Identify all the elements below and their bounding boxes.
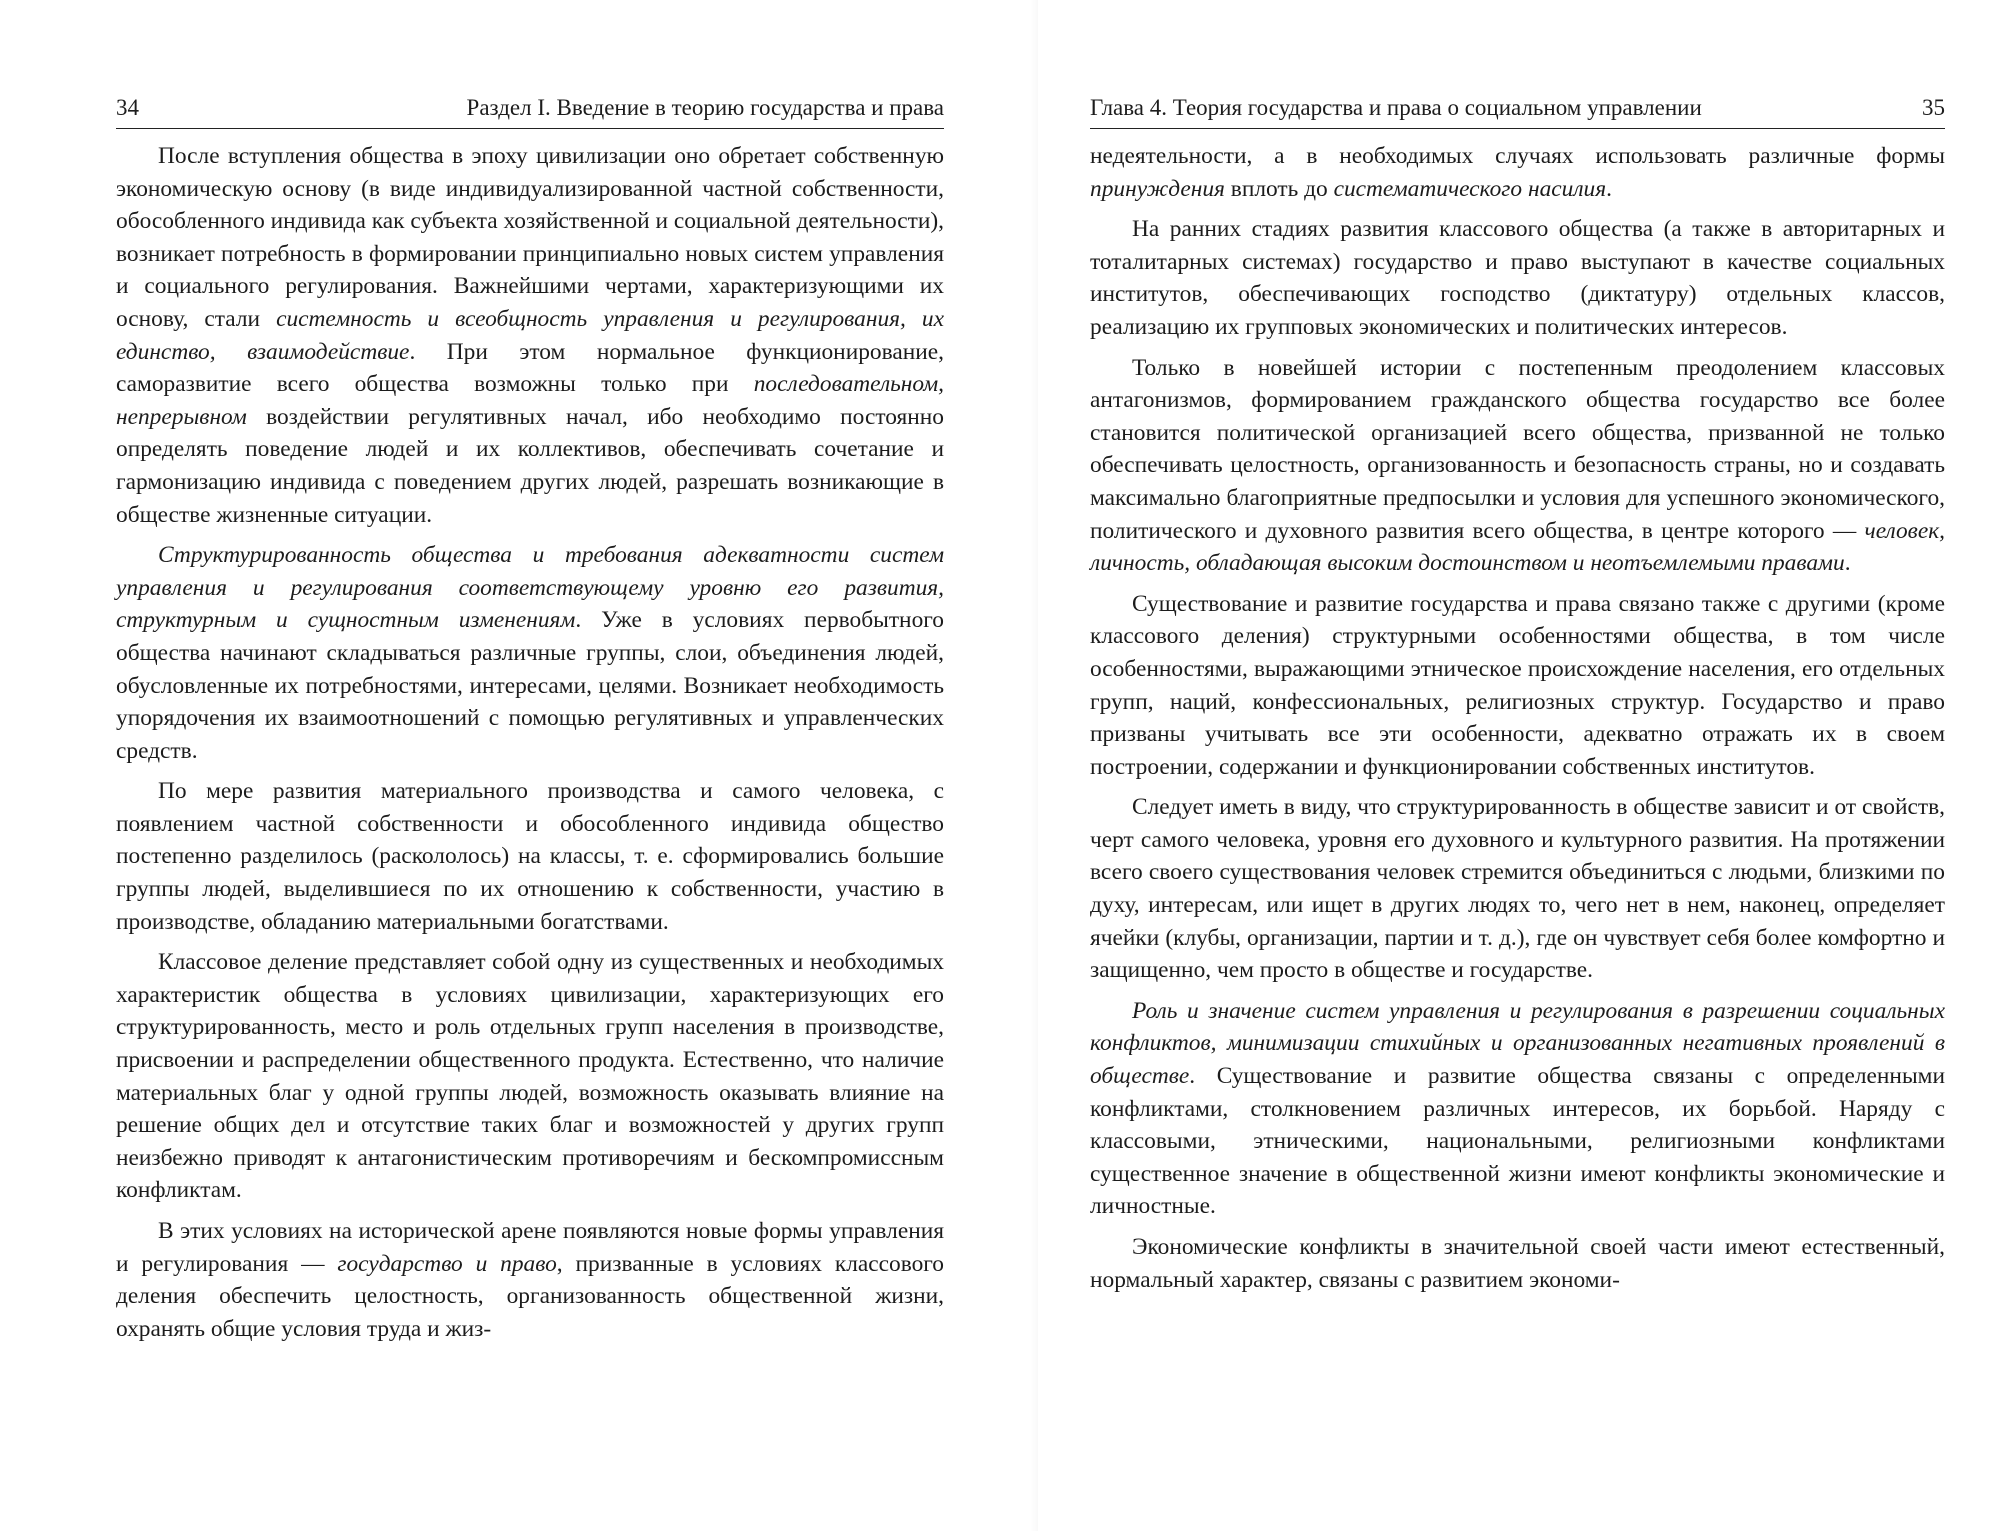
text-run: После вступления общества в эпоху цивилизации оно обретает собственную экономическую основу (в виде индивидуализированной частной собственности, обособленного индивида как субъекта хозяйственной и социальной деятельности), возникает потребность в формировании принципиально новых систем управления и социального регулирования. Важнейшими чертами, характеризующими их основу, стали xyxy=(116,143,944,332)
left-running-title: Раздел I. Введение в теорию государства и права xyxy=(466,95,944,120)
paragraph xyxy=(1090,588,1945,784)
text-run: Следует иметь в виду, что структурированность в обществе зависит и от свойств, черт самого человека, уровня его духовного и культурного развития. На протяжении всего своего существования человек стремится объединиться с людьми, близкими по духу, интересам, или ищет в других людях то, чего нет в нем, наконец, определяет ячейки (клубы, организации, партии и т. д.), где он чувствует себя более комфортно и защищенно, чем просто в обществе и государстве. xyxy=(1090,794,1945,984)
paragraph xyxy=(1090,140,1945,205)
text-run: вплоть до xyxy=(1224,175,1334,202)
text-run: , призванные в условиях классового деления обеспечить целостность, организованность общественной жизни, охранять общие условия труда и жиз- xyxy=(116,1250,944,1342)
text-run: Классовое деление представляет собой одну из существенных и необходимых характеристик общества в условиях цивилизации, характеризующих его структурированность, место и роль отдельных групп населения в производстве, присвоении и распределении общественного продукта. Естественно, что наличие материальных благ у одной группы людей, возможность оказывать влияние на решение общих дел и отсутствие таких благ и возможностей у других групп неизбежно приводят к антагонистическим противоречиям и бескомпромиссным конфликтам. xyxy=(116,949,944,1204)
paragraph xyxy=(116,539,944,767)
right-text-block xyxy=(1090,140,1945,1304)
paragraph xyxy=(116,946,944,1207)
right-page-number: 35 xyxy=(1922,95,1945,120)
italic-text-run: человек, личность, обладающая высоким достоинством и неотъемлемыми правами xyxy=(1090,517,1945,577)
text-run: . Существование и развитие общества связаны с определенными конфликтами, столкновением различных интересов, их борьбой. Наряду с классовыми, этническими, национальными, религиозными конфликтами существенное значение в общественной жизни имеют конфликты экономические и личностные. xyxy=(1090,1063,1945,1220)
italic-text-run: системность и всеобщность управления и регулирования, их единство, взаимодействие xyxy=(116,305,945,365)
left-page-number: 34 xyxy=(116,95,139,120)
italic-text-run: систематического насилия xyxy=(1333,175,1607,202)
left-text-block xyxy=(116,140,944,1353)
paragraph xyxy=(1090,791,1945,987)
right-header-rule xyxy=(1090,128,1945,129)
italic-text-run: последовательном, непрерывном xyxy=(116,371,944,430)
italic-text-run: принуждения xyxy=(1090,175,1225,202)
text-run: . xyxy=(1606,175,1612,202)
text-run: . При этом нормальное функционирование, саморазвитие всего общества возможны только при xyxy=(116,338,944,398)
italic-text-run: государство и право xyxy=(337,1250,557,1277)
text-run: Существование и развитие государства и права связано также с другими (кроме классового деления) структурными особенностями общества, в том числе особенностями, выражающими этническое происхождение населения, его отдельных групп, наций, конфессиональных, религиозных структур. Государство и право призваны учитывать все эти особенности, адекватно отражать их в своем построении, содержании и функционировании собственных институтов. xyxy=(1090,590,1945,780)
italic-text-run: Роль и значение систем управления и регулирования в разрешении социальных конфликтов, минимизации стихийных и организованных негативных проявлений в обществе xyxy=(1090,997,1945,1090)
text-run: Только в новейшей истории с постепенным преодолением классовых антагонизмов, формированием гражданского общества государство все более становится политической организацией всего общества, призванной не только обеспечивать целостность, организованность и безопасность страны, но и создавать максимально благоприятные предпосылки и условия для успешного экономического, политического и духовного развития всего общества, в центре которого — xyxy=(1090,354,1945,544)
right-running-title: Глава 4. Теория государства и права о социальном управлении xyxy=(1090,95,1702,120)
text-run: . xyxy=(1844,550,1851,577)
text-run: воздействии регулятивных начал, ибо необходимо постоянно определять поведение людей и их коллективов, обеспечивать сочетание и гармонизацию индивида с поведением других людей, разрешать возникающие в обществе жизненные ситуации. xyxy=(116,403,944,528)
text-run: На ранних стадиях развития классового общества (а также в авторитарных и тоталитарных системах) государство и право выступают в качестве социальных институтов, обеспечивающих господство (диктатуру) отдельных классов, реализацию их групповых экономических и политических интересов. xyxy=(1090,216,1945,340)
paragraph xyxy=(1090,995,1945,1223)
paragraph xyxy=(116,775,944,938)
right-running-head xyxy=(1090,88,1945,128)
text-run: В этих условиях на исторической арене появляются новые формы управления и регулирования — xyxy=(116,1218,944,1277)
right-page xyxy=(1038,0,2000,1531)
text-run: . Уже в условиях первобытного общества начинают складываться различные группы, слои, объединения людей, обусловленные их потребностями, интересами, целями. Возникает необходимость упорядочения их взаимоотношений с помощью регулятивных и управленческих средств. xyxy=(116,607,944,764)
text-run: По мере развития материального производства и самого человека, с появлением частной собственности и обособленного индивида общество постепенно разделилось (раскололось) на классы, т. е. сформировались большие группы людей, выделившиеся по их отношению к собственности, участию в производстве, обладанию материальными богатствами. xyxy=(116,778,944,935)
paragraph xyxy=(1090,1231,1945,1296)
paragraph xyxy=(116,140,944,531)
paragraph xyxy=(116,1215,944,1345)
text-run: Экономические конфликты в значительной своей части имеют естественный, нормальный характер, связаны с развитием экономи- xyxy=(1090,1234,1945,1293)
paragraph xyxy=(1090,213,1945,343)
left-header-rule xyxy=(116,128,944,129)
text-run: недеятельности, а в необходимых случаях использовать различные формы xyxy=(1090,143,1945,169)
left-running-head xyxy=(116,88,944,128)
paragraph xyxy=(1090,352,1945,580)
italic-text-run: Структурированность общества и требования адекватности систем управления и регулирования соответствующему уровню его развития, структурным и сущностным изменениям xyxy=(116,542,944,634)
